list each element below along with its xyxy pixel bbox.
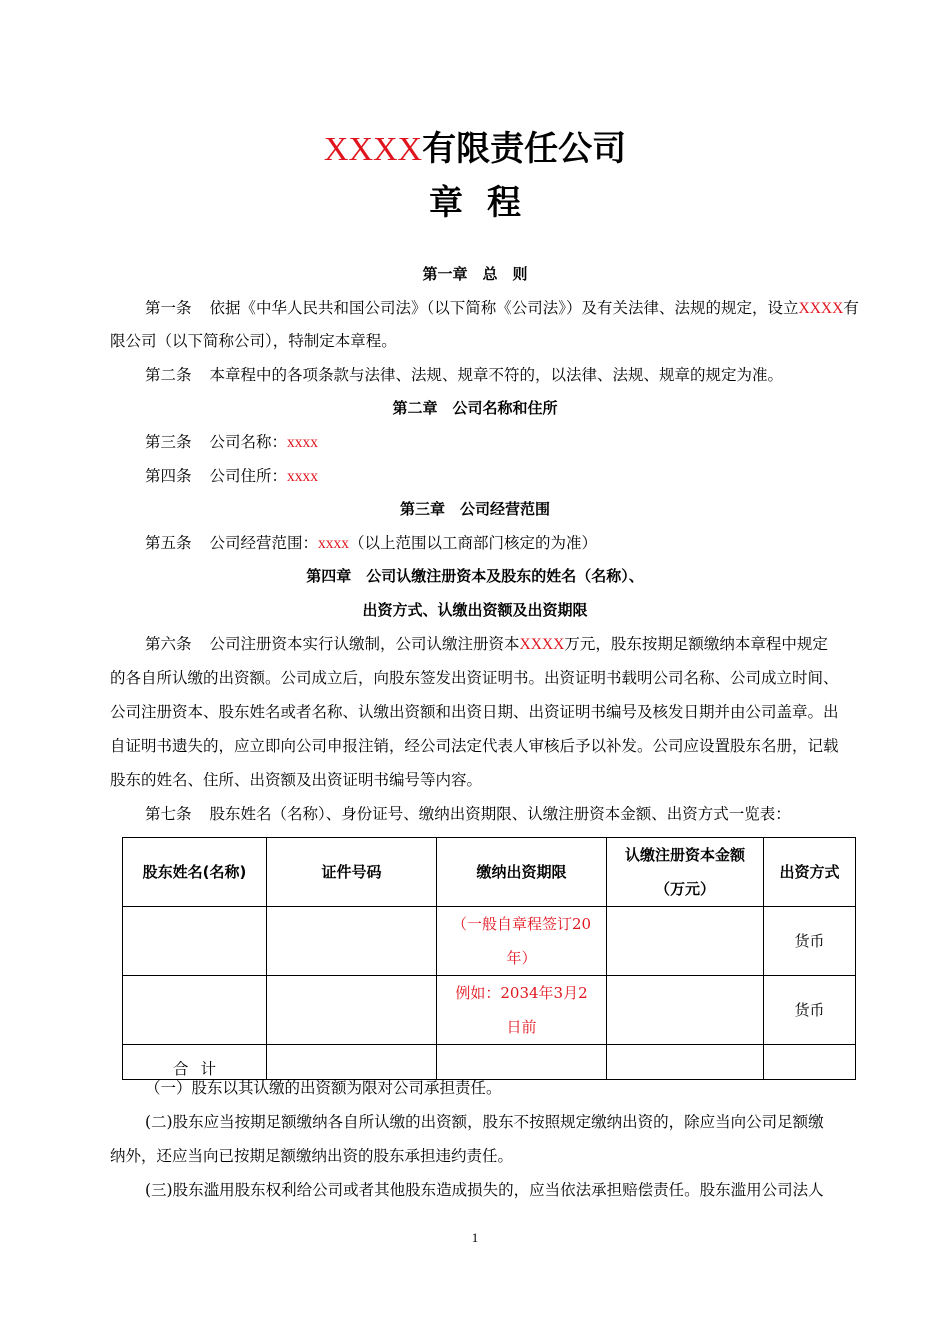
clause1: （一）股东以其认缴的出资额为限对公司承担责任。 [145, 1079, 502, 1097]
page-number: 1 [471, 1230, 479, 1245]
article2-number: 第二条 [145, 366, 192, 384]
header-method: 出资方式 [764, 838, 856, 907]
company-title [0, 126, 950, 173]
header-amount-l2: （万元） [654, 880, 715, 898]
business-scope-value: xxxx [318, 535, 350, 552]
deadline-l1: （一般自章程签订20 [451, 915, 592, 933]
article4-number: 第四条 [145, 467, 192, 485]
cell-method: 货币 [764, 976, 856, 1045]
clause2-line2: 纳外，还应当向已按期足额缴纳出资的股东承担违约责任。 [110, 1147, 514, 1165]
cell-amount [607, 976, 764, 1045]
article3-number: 第三条 [145, 433, 192, 451]
total-label: 合计 [173, 1060, 229, 1078]
article1-text: 依据《中华人民共和国公司法》（以下简称《公司法》）及有关法律、法规的规定，设立 [209, 299, 799, 317]
article1-number: 第一条 [145, 299, 192, 317]
company-suffix: 有限责任公司 [422, 129, 627, 169]
article6-line2: 的各自所认缴的出资额。公司成立后，向股东签发出资证明书。出资证明书载明公司名称、公司成立时间、 [110, 669, 839, 687]
article2-text: 本章程中的各项条款与法律、法规、规章不符的，以法律、法规、规章的规定为准。 [209, 366, 784, 384]
chapter3-heading: 第三章 公司经营范围 [399, 500, 550, 518]
chapter2-heading: 第二章 公司名称和住所 [392, 399, 558, 417]
article6-line1 [145, 627, 870, 662]
article6-text: 公司注册资本实行认缴制，公司认缴注册资本 [209, 635, 520, 653]
article3 [145, 425, 870, 460]
article1-placeholder: XXXX [798, 300, 844, 317]
article5-number: 第五条 [145, 534, 192, 552]
article4 [145, 459, 870, 494]
article3-label: 公司名称： [209, 433, 288, 451]
clause2-line1: (二)股东应当按期足额缴纳各自所认缴的出资额，股东不按照规定缴纳出资的，除应当向公司足额缴 [145, 1113, 824, 1131]
chapter1-heading: 第一章 总 则 [422, 265, 528, 283]
chapter4-heading-line2: 出资方式、认缴出资额及出资期限 [362, 601, 588, 619]
article5 [145, 526, 870, 561]
article6-line3: 公司注册资本、股东姓名或者名称、认缴出资额和出资日期、出资证明书编号及核发日期并由公司盖章。出 [110, 703, 839, 721]
header-id-number: 证件号码 [267, 838, 437, 907]
cell-name [123, 976, 267, 1045]
header-deadline: 缴纳出资期限 [437, 838, 607, 907]
header-shareholder-name: 股东姓名(名称) [123, 838, 267, 907]
cell-method: 货币 [764, 907, 856, 976]
article7-number: 第七条 [145, 805, 192, 823]
deadline-l2: 日前 [506, 1018, 537, 1036]
cell-deadline [437, 907, 607, 976]
header-amount-l1: 认缴注册资本金额 [624, 846, 745, 864]
cell-amount [607, 907, 764, 976]
article7-text: 股东姓名（名称）、身份证号、缴纳出资期限、认缴注册资本金额、出资方式一览表： [209, 805, 791, 823]
deadline-l2: 年） [506, 949, 537, 967]
article6-line4: 自证明书遗失的，应立即向公司申报注销，经公司法定代表人审核后予以补发。公司应设置股东名册，记载 [110, 737, 839, 755]
article2 [145, 358, 870, 392]
article5-label: 公司经营范围： [209, 534, 319, 552]
cell-name [123, 907, 267, 976]
article1-line1 [145, 291, 870, 326]
chapter4-heading-line1: 第四章 公司认缴注册资本及股东的姓名（名称）、 [306, 567, 644, 585]
cell-id [267, 976, 437, 1045]
cell-id [267, 907, 437, 976]
article6-number: 第六条 [145, 635, 192, 653]
article1-line2: 限公司（以下简称公司），特制定本章程。 [110, 332, 397, 350]
cell-deadline [437, 976, 607, 1045]
article4-label: 公司住所： [209, 467, 288, 485]
table-row [123, 907, 856, 976]
table-header-row [123, 838, 856, 907]
deadline-l1: 例如：2034年3月2 [455, 984, 588, 1002]
doc-title: 章程 [429, 183, 545, 223]
header-amount [607, 838, 764, 907]
company-address-value: xxxx [287, 468, 319, 485]
article5-note: （以上范围以工商部门核定的为准） [349, 534, 598, 552]
company-placeholder: XXXX [323, 131, 423, 168]
company-name-value: xxxx [287, 434, 319, 451]
shareholder-table [122, 837, 856, 1080]
table-row [123, 976, 856, 1045]
clause3-line1: (三)股东滥用股东权利给公司或者其他股东造成损失的，应当依法承担赔偿责任。股东滥用公司法人 [145, 1181, 824, 1199]
article1-text-b: 有 [843, 299, 859, 317]
article7 [145, 797, 870, 831]
article6-text-b: 万元，股东按期足额缴纳本章程中规定 [564, 635, 828, 653]
article6-placeholder: XXXX [519, 636, 565, 653]
article6-line5: 股东的姓名、住所、出资额及出资证明书编号等内容。 [110, 771, 483, 789]
